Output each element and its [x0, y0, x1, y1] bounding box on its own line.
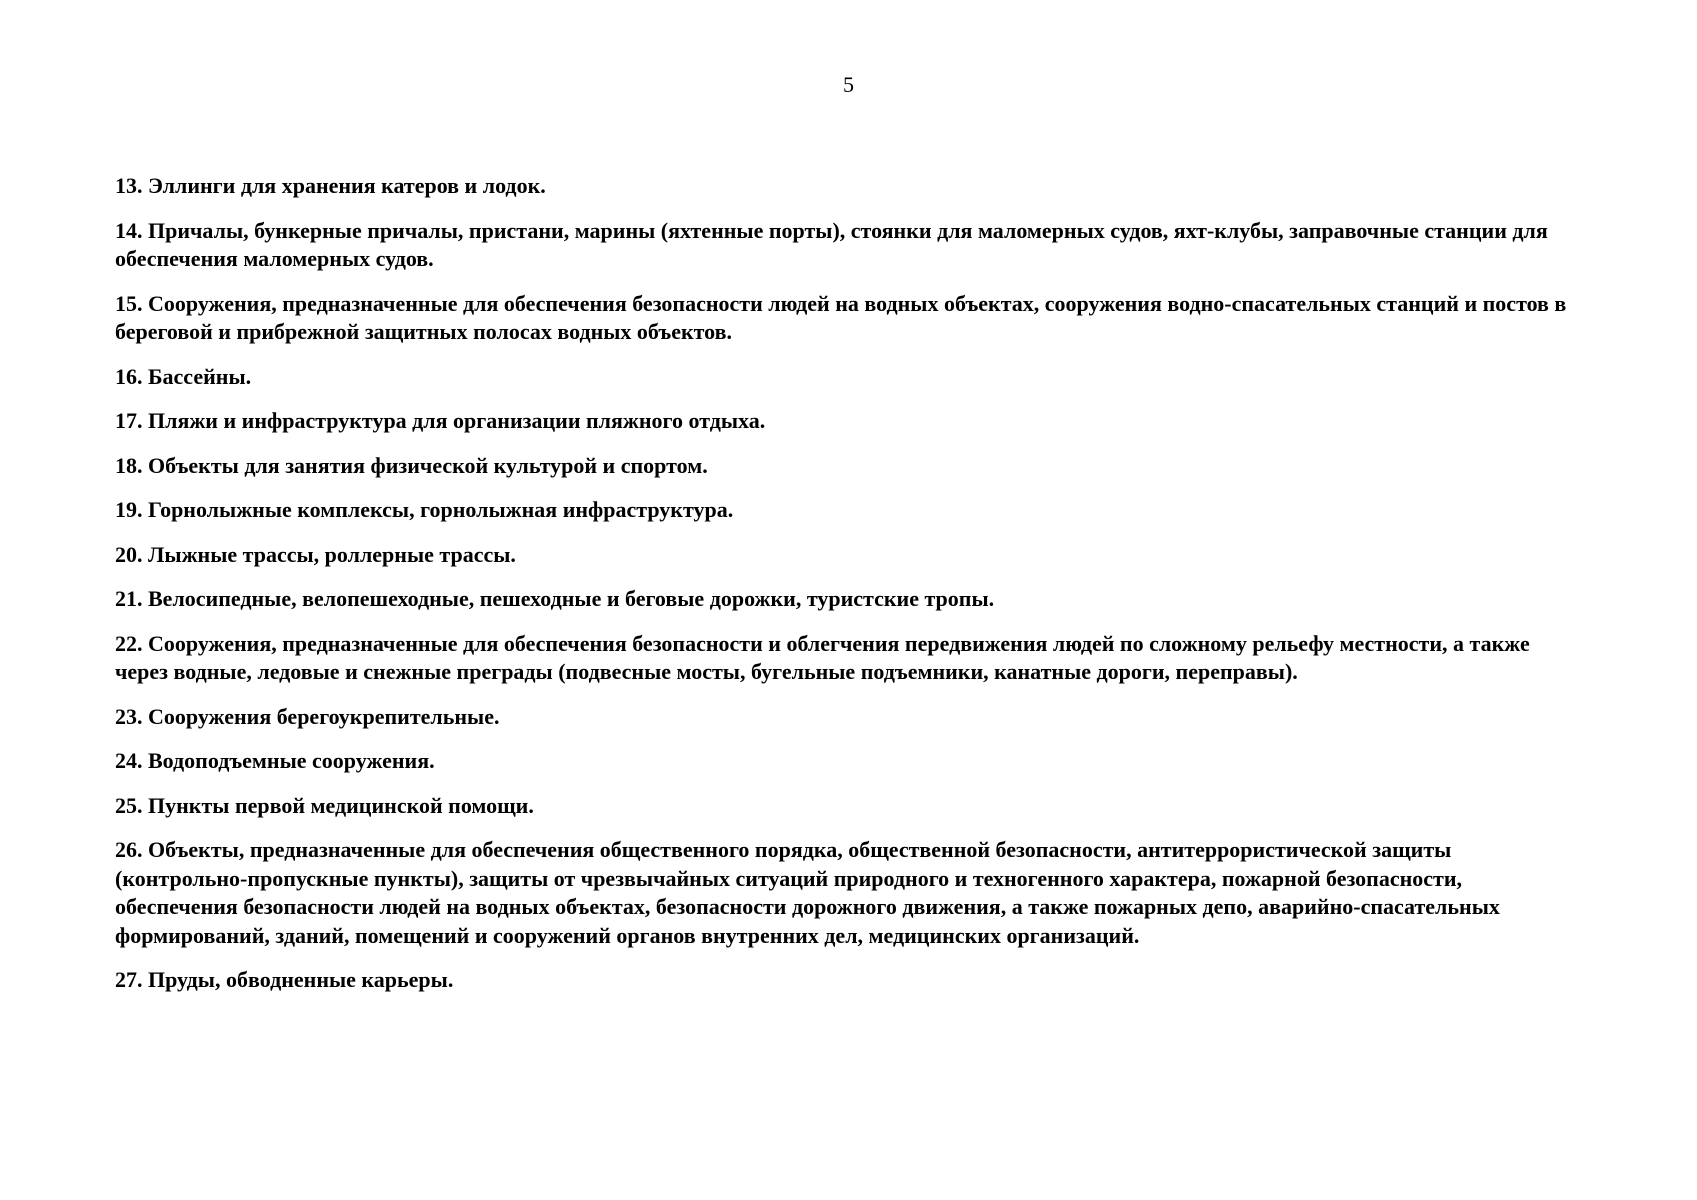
list-item-18: 18. Объекты для занятия физической культурой и спортом. [115, 452, 708, 478]
list-item-25: 25. Пункты первой медицинской помощи. [115, 792, 534, 818]
list-item-13: 13. Эллинги для хранения катеров и лодок. [115, 173, 546, 198]
list-item-14: 14. Причалы, бункерные причалы, пристани, марины (яхтенные порты), стоянки для маломерных судов, яхт-клубы, заправочные станции для обеспечения маломерных судов. [115, 217, 1548, 271]
list-item-24: 24. Водоподъемные сооружения. [115, 748, 435, 773]
list-item-15: 15. Сооружения, предназначенные для обеспечения безопасности людей на водных объектах, сооружения водно-спасательных станций и постов в береговой и прибрежной защитных полосах водных объектов. [115, 290, 1567, 344]
page-number: 5 [843, 72, 854, 97]
list-item-16: 16. Бассейны. [115, 363, 252, 389]
list-item-22: 22. Сооружения, предназначенные для обеспечения безопасности и облегчения передвижения людей по сложному рельефу местности, а также через водные, ледовые и снежные преграды (подвесные мосты, бугельные подъемники, канатные дороги, переправы). [115, 630, 1530, 684]
list-item-27: 27. Пруды, обводненные карьеры. [115, 967, 454, 992]
list-item-23: 23. Сооружения берегоукрепительные. [115, 703, 500, 729]
list-item-20: 20. Лыжные трассы, роллерные трассы. [115, 541, 516, 567]
list-item-26: 26. Объекты, предназначенные для обеспечения общественного порядка, общественной безопасности, антитеррористической защиты (контрольно-пропускные пункты), защиты от чрезвычайных ситуаций природного и техногенного характера, пожарной безопасности, обеспечения безопасности людей на водных объектах, безопасности дорожного движения, а также пожарных депо, аварийно-спасательных формирований, зданий, помещений и сооружений органов внутренних дел, медицинских организаций. [115, 837, 1500, 948]
list-item-19: 19. Горнолыжные комплексы, горнолыжная инфраструктура. [115, 497, 734, 522]
list-item-21: 21. Велосипедные, велопешеходные, пешеходные и беговые дорожки, туристские тропы. [115, 586, 995, 611]
permitted-use-list [115, 172, 1585, 1011]
list-item-17: 17. Пляжи и инфраструктура для организации пляжного отдыха. [115, 408, 766, 433]
